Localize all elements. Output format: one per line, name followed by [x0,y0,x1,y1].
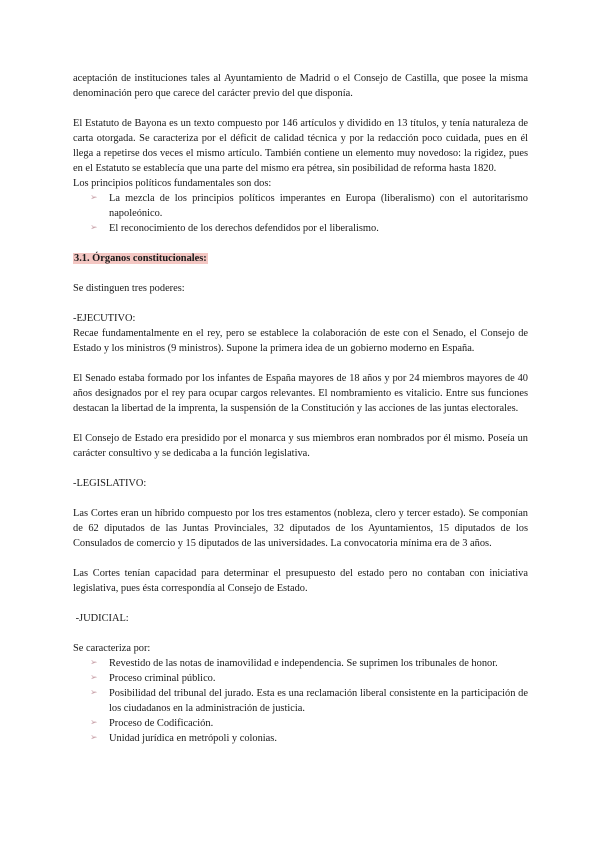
list-item: ➢ Unidad jurídica en metrópoli y colonias. [90,733,277,744]
intro-paragraph-1: aceptación de instituciones tales al Ayuntamiento de Madrid o el Consejo de Castilla, que posee la misma denominación pero que carece del carácter previo del que disponía. [73,73,528,99]
arrow-bullet-icon: ➢ [90,658,98,668]
arrow-bullet-icon: ➢ [90,718,98,728]
list-item: ➢ Proceso de Codificación. [90,718,214,729]
page-content [73,71,528,746]
ejecutivo-paragraph-2: El Senado estaba formado por los infantes de España mayores de 18 años y por 24 miembros mayores de 40 años designados por el rey para ocupar cargos relevantes. El nombramiento es vitalicio. Entre sus funciones destacan la libertad de la imprenta, la suspensión de la Constitución y las acciones de las juntas electorales. [73,373,528,414]
ejecutivo-title: -EJECUTIVO: [73,313,136,324]
ejecutivo-paragraph-3: El Consejo de Estado era presidido por el monarca y sus miembros eran nombrados por él mismo. Poseía un carácter consultivo y se dedicaba a la función legislativa. [73,433,528,459]
list-item: ➢ Posibilidad del tribunal del jurado. Esta es una reclamación liberal consistente en la participación de los ciudadanos en la administración de justicia. [90,688,528,714]
legislativo-paragraph-2: Las Cortes tenían capacidad para determinar el presupuesto del estado pero no contaban con iniciativa legislativa, pues ésta correspondía al Consejo de Estado. [73,568,528,594]
principles-intro: Los principios políticos fundamentales son dos: [73,178,272,189]
section-subtitle: Se distinguen tres poderes: [73,283,185,294]
legislativo-paragraph-1: Las Cortes eran un híbrido compuesto por los tres estamentos (nobleza, clero y tercer estado). Se componían de 62 diputados de las Juntas Provinciales, 32 diputados de los Ayuntamientos, 15 diputados de los Consulados de comercio y 15 diputados de las universidades. La convocatoria mínima era de 3 años. [73,508,528,549]
ejecutivo-paragraph-1: Recae fundamentalmente en el rey, pero se establece la colaboración de este con el Senado, el Consejo de Estado y los ministros (9 ministros). Supone la primera idea de un gobierno moderno en España. [73,328,528,354]
list-item: ➢ Revestido de las notas de inamovilidad e independencia. Se suprimen los tribunales de honor. [90,658,498,669]
arrow-bullet-icon: ➢ [90,673,98,683]
judicial-list [73,656,528,746]
list-item: ➢ La mezcla de los principios políticos imperantes en Europa (liberalismo) con el autoritarismo napoleónico. [90,193,528,219]
arrow-bullet-icon: ➢ [90,223,98,233]
intro-paragraph-2: El Estatuto de Bayona es un texto compuesto por 146 artículos y dividido en 13 títulos, y tenía naturaleza de carta otorgada. Se caracteriza por el déficit de calidad técnica y por la redacción poco cuidada, pues en él llega a repetirse dos veces el mismo artículo. También contiene un elemento muy novedoso: la rigidez, pues en el Estatuto se establecía que una parte del mismo era pétrea, sin posibilidad de reforma hasta 1820. [73,118,528,174]
list-item: ➢ El reconocimiento de los derechos defendidos por el liberalismo. [90,223,379,234]
list-item: ➢ Proceso criminal público. [90,673,216,684]
judicial-intro: Se caracteriza por: [73,643,151,654]
legislativo-title: -LEGISLATIVO: [73,478,147,489]
judicial-title: -JUDICIAL: [73,613,129,624]
arrow-bullet-icon: ➢ [90,733,98,743]
principles-list [73,191,528,236]
arrow-bullet-icon: ➢ [90,193,98,203]
arrow-bullet-icon: ➢ [90,688,98,698]
section-heading: 3.1. Órganos constitucionales: [74,253,207,264]
